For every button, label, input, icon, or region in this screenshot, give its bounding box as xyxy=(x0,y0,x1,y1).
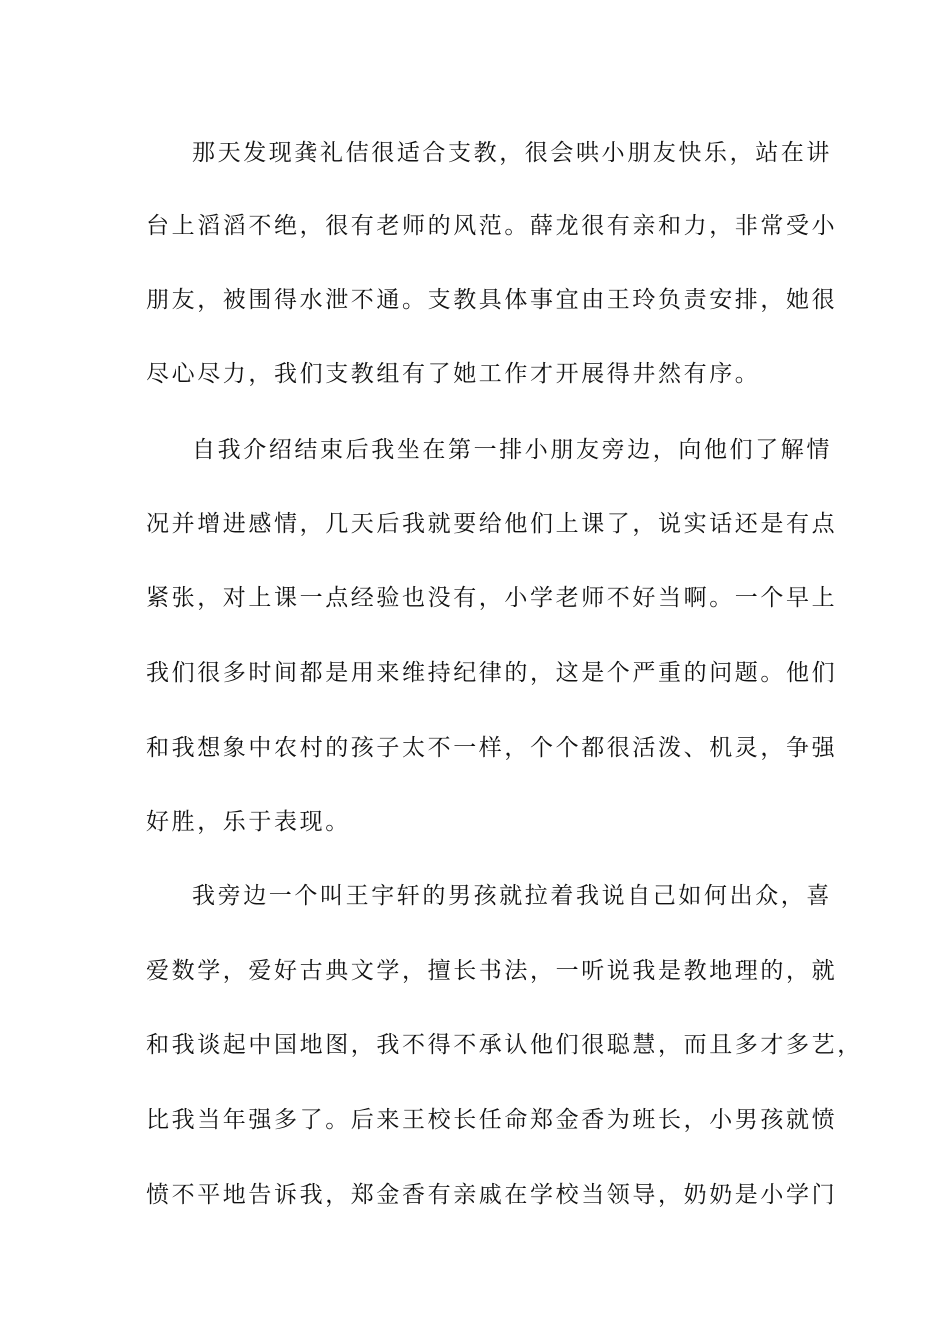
text-line: 和我想象中农村的孩子太不一样，个个都很活泼、机灵，争强 xyxy=(146,735,838,761)
text-line: 台上滔滔不绝，很有老师的风范。薛龙很有亲和力，非常受小 xyxy=(146,213,838,239)
text-line: 自我介绍结束后我坐在第一排小朋友旁边，向他们了解情 xyxy=(192,437,832,463)
text-line: 我们很多时间都是用来维持纪律的，这是个严重的问题。他们 xyxy=(146,660,838,686)
text-line: 那天发现龚礼佶很适合支教，很会哄小朋友快乐，站在讲 xyxy=(192,140,832,166)
text-line: 尽心尽力，我们支教组有了她工作才开展得井然有序。 xyxy=(146,361,761,387)
text-line: 爱数学，爱好古典文学，擅长书法，一听说我是教地理的，就 xyxy=(146,958,838,984)
text-line: 朋友，被围得水泄不通。支教具体事宜由王玲负责安排，她很 xyxy=(146,287,838,313)
text-line: 好胜，乐于表现。 xyxy=(146,809,351,835)
text-line: 况并增进感情，几天后我就要给他们上课了，说实话还是有点 xyxy=(146,511,838,537)
text-line: 愤不平地告诉我，郑金香有亲戚在学校当领导，奶奶是小学门 xyxy=(146,1182,838,1208)
text-line: 和我谈起中国地图，我不得不承认他们很聪慧，而且多才多艺， xyxy=(146,1032,863,1058)
text-line: 我旁边一个叫王宇轩的男孩就拉着我说自己如何出众，喜 xyxy=(192,883,832,909)
text-line: 比我当年强多了。后来王校长任命郑金香为班长，小男孩就愤 xyxy=(146,1107,838,1133)
text-line: 紧张，对上课一点经验也没有，小学老师不好当啊。一个早上 xyxy=(146,585,838,611)
